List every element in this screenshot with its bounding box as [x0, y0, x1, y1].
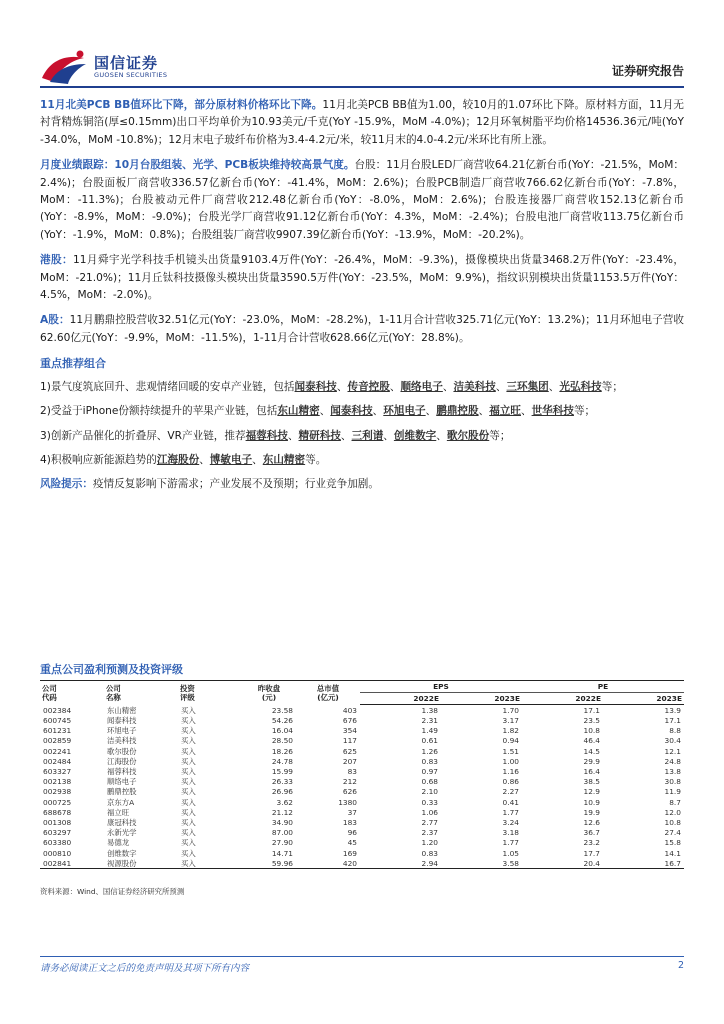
cell-eps-2023: 3.58 [441, 858, 522, 869]
cell-eps-2022: 0.68 [421, 777, 438, 787]
cell-rating: 买入 [181, 828, 196, 838]
cell-price: 16.04 [271, 726, 293, 736]
header-pe: PE [522, 681, 684, 693]
page-number: 2 [677, 960, 684, 971]
cell-mktcap: 83 [347, 767, 357, 777]
data-source-note: 资料来源：Wind、国信证券经济研究所预测 [40, 887, 185, 896]
cell-price: 26.96 [271, 787, 293, 797]
paragraph-lead: 港股： [40, 254, 74, 267]
paragraph-text: 台股：11月台股LED厂商营收64.21亿新台币(YoY：-21.5%，MoM：2.4%)；台股面板厂商营收336.57亿新台币(YoY：-41.4%，MoM：2.6%)；台股PCB制造厂商营收766.62亿新台币(YoY：-7.8%，MoM：-11.3%)；台股被动元件厂商营收212.48亿新台币(YoY：-8.0%，MoM：2.6%)；台股连接器厂商营收152.13亿新台币(YoY：-8.9%，MoM：-9.0%)；台股光学厂商营收91.12亿新台币(YoY：4.3%，MoM：-2.4%)；台股电池厂商营收113.75亿新台币(YoY：-1.9%，MoM：0.8%)；台股组装厂商营收9907.39亿新台币(YoY：-13.9%，MoM：-20.2%)。 [40, 159, 685, 241]
cell-pe-2022: 20.4 [522, 858, 603, 869]
cell-name: 创维数字 [107, 848, 137, 858]
cell-price: 18.26 [271, 746, 293, 756]
cell-price: 27.90 [271, 838, 293, 848]
portfolio-item-end: 等； [573, 405, 596, 418]
cell-pe-2023: 13.9 [664, 705, 681, 715]
cell-mktcap: 354 [342, 726, 357, 736]
table-row [40, 817, 684, 827]
cell-mktcap: 676 [342, 716, 357, 726]
paragraph-lead: A股： [40, 314, 70, 327]
cell-name: 江海股份 [107, 756, 137, 766]
cell-pe-2022: 36.7 [583, 828, 600, 838]
company-link[interactable]: 环旭电子 [383, 405, 426, 418]
cell-rating: 买入 [181, 838, 196, 848]
portfolio-item-intro: 2)受益于iPhone份额持续提升的苹果产业链，包括 [40, 405, 278, 418]
cell-eps-2023: 1.77 [502, 807, 519, 817]
table-row [40, 726, 684, 736]
cell-price: 59.96 [242, 858, 296, 869]
cell-pe-2023: 11.9 [664, 787, 681, 797]
cell-eps-2023: 1.70 [502, 705, 519, 715]
cell-price: 24.78 [271, 756, 293, 766]
cell-eps-2022: 1.06 [421, 807, 438, 817]
table-row [40, 756, 684, 766]
risk-label: 风险提示： [40, 478, 93, 491]
cell-mktcap: 169 [342, 848, 357, 858]
paragraph-lead: 月度业绩跟踪：10月台股组装、光学、PCB板块维持较高景气度。 [40, 159, 355, 172]
cell-eps-2023: 1.00 [502, 756, 519, 766]
cell-mktcap: 37 [347, 807, 357, 817]
cell-rating: 买入 [181, 705, 196, 715]
cell-eps-2023: 0.41 [502, 797, 519, 807]
cell-eps-2022: 0.83 [421, 756, 438, 766]
cell-eps-2022: 0.83 [421, 848, 438, 858]
cell-mktcap: 117 [342, 736, 357, 746]
cell-name: 东山精密 [107, 705, 137, 715]
company-link[interactable]: 三环集团 [506, 380, 549, 393]
table-row [40, 746, 684, 756]
cell-code: 603297 [43, 828, 72, 838]
company-link[interactable]: 福立旺 [489, 405, 521, 418]
cell-pe-2023: 16.7 [603, 858, 684, 869]
cell-name: 环旭电子 [107, 726, 137, 736]
cell-eps-2022: 1.26 [421, 746, 438, 756]
table-row [40, 736, 684, 746]
cell-code: 002384 [43, 705, 72, 715]
report-body [40, 97, 684, 502]
cell-rating: 买入 [181, 726, 196, 736]
cell-code: 002241 [43, 746, 72, 756]
footer-disclaimer: 请务必阅读正文之后的免责声明及其项下所有内容 [40, 963, 250, 974]
paragraph-text: 11月北美PCB BB值为1.00，较10月的1.07环比下降。原材料方面，11月无衬背精炼铜箔(厚≤0.15mm)出口平均单价为10.93美元/千克(YoY -15.9%，MoM -4.0%)；12月环氧树脂平均价格14536.36元/吨(YoY -34.0%，MoM -10.8%)；12月末电子玻纤布价格为3.4-4.2元/米，较11月末的4.0-4.2元/米环比有所上涨。 [40, 99, 684, 146]
cell-rating: 买入 [181, 736, 196, 746]
table-row [40, 716, 684, 726]
company-link[interactable]: 东山精密 [262, 453, 306, 466]
cell-code: 000810 [43, 848, 72, 858]
cell-mktcap: 420 [296, 858, 360, 869]
company-link[interactable]: 江海股份 [156, 453, 200, 466]
cell-eps-2023: 1.16 [502, 767, 519, 777]
cell-pe-2022: 29.9 [583, 756, 600, 766]
cell-pe-2023: 13.8 [664, 767, 681, 777]
cell-eps-2022: 2.37 [421, 828, 438, 838]
cell-code: 002484 [43, 756, 72, 766]
cell-eps-2022: 1.38 [421, 705, 438, 715]
cell-code: 002841 [40, 858, 104, 869]
cell-eps-2023: 0.86 [502, 777, 519, 787]
cell-eps-2022: 0.97 [421, 767, 438, 777]
cell-pe-2023: 15.8 [664, 838, 681, 848]
cell-price: 54.26 [271, 716, 293, 726]
portfolio-item: 1)景气度筑底回升、悲观情绪回暖的安卓产业链，包括闻泰科技、传音控股、顺络电子、洁美科技、三环集团、光弘科技等； [40, 380, 623, 393]
company-link[interactable]: 闻泰科技 [294, 380, 337, 393]
cell-price: 28.50 [271, 736, 293, 746]
table-row [40, 787, 684, 797]
cell-code: 000725 [43, 797, 72, 807]
guosen-logo-icon [40, 48, 90, 86]
cell-pe-2022: 10.8 [583, 726, 600, 736]
portfolio-title: 重点推荐组合 [40, 357, 106, 371]
company-link[interactable]: 创维数字 [393, 429, 437, 442]
cell-eps-2023: 1.05 [502, 848, 519, 858]
cell-price: 87.00 [271, 828, 293, 838]
cell-eps-2022: 1.20 [421, 838, 438, 848]
cell-pe-2023: 30.8 [664, 777, 681, 787]
cell-eps-2023: 3.17 [502, 716, 519, 726]
cell-price: 34.90 [271, 817, 293, 827]
page-header [40, 48, 684, 86]
cell-pe-2022: 14.5 [583, 746, 600, 756]
cell-eps-2022: 0.33 [421, 797, 438, 807]
table-body [40, 705, 684, 869]
portfolio-item-intro: 1)景气度筑底回升、悲观情绪回暖的安卓产业链，包括 [40, 380, 295, 393]
header-mktcap: 总市值 (亿元) [296, 681, 360, 705]
paragraph-text: 11月舜宇光学科技手机镜头出货量9103.4万件(YoY：-26.4%，MoM：-9.3%)，摄像模块出货量3468.2万件(YoY：-23.4%，MoM：-21.0%)；11月丘钛科技摄像头模块出货量3590.5万件(YoY：-23.5%，MoM：9.9%)，指纹识别模块出货量1153.5万件(YoY：4.5%，MoM：-2.0%)。 [40, 254, 685, 302]
cell-name: 洁美科技 [107, 736, 137, 746]
cell-name: 顺络电子 [107, 777, 137, 787]
cell-eps-2023: 3.18 [502, 828, 519, 838]
header-eps-2022: 2022E [360, 693, 441, 705]
portfolio-item: 4)积极响应新能源趋势的江海股份、博敏电子、东山精密等。 [40, 453, 327, 466]
header-code: 公司 代码 [40, 681, 104, 705]
cell-pe-2022: 17.7 [583, 848, 600, 858]
company-link[interactable]: 三利谱 [351, 429, 384, 442]
company-link[interactable]: 光弘科技 [559, 380, 602, 393]
cell-mktcap: 626 [342, 787, 357, 797]
paragraph-pcb [40, 97, 684, 149]
cell-name: 福蓉科技 [107, 767, 137, 777]
cell-price: 14.71 [271, 848, 293, 858]
cell-code: 002138 [43, 777, 72, 787]
cell-name: 鹏鼎控股 [107, 787, 137, 797]
cell-rating: 买入 [181, 817, 196, 827]
cell-price: 15.99 [271, 767, 293, 777]
cell-eps-2023: 2.27 [502, 787, 519, 797]
cell-pe-2022: 38.5 [583, 777, 600, 787]
header-pe-2022: 2022E [522, 693, 603, 705]
company-link[interactable]: 顺络电子 [400, 380, 443, 393]
cell-mktcap: 1380 [338, 797, 357, 807]
cell-name: 康冠科技 [107, 817, 137, 827]
cell-pe-2023: 27.4 [664, 828, 681, 838]
cell-rating: 买入 [178, 858, 242, 869]
cell-name: 视源股份 [104, 858, 178, 869]
footer-divider [40, 956, 684, 957]
cell-rating: 买入 [181, 716, 196, 726]
company-link[interactable]: 传音控股 [347, 380, 390, 393]
company-link[interactable]: 东山精密 [277, 405, 320, 418]
table-row [40, 705, 684, 716]
header-price: 昨收盘 (元) [242, 681, 296, 705]
cell-pe-2023: 8.7 [669, 797, 681, 807]
portfolio-item-end: 等。 [305, 453, 327, 466]
cell-eps-2023: 0.94 [502, 736, 519, 746]
cell-code: 603380 [43, 838, 72, 848]
cell-name: 闻泰科技 [107, 716, 137, 726]
forecast-table-wrap [40, 680, 684, 869]
cell-eps-2023: 1.51 [502, 746, 519, 756]
company-link[interactable]: 鹏鼎控股 [436, 405, 479, 418]
paragraph-hk-stocks [40, 252, 684, 304]
cell-pe-2022: 16.4 [583, 767, 600, 777]
header-rating: 投资 评级 [178, 681, 242, 705]
cell-code: 600745 [43, 716, 72, 726]
cell-price: 21.12 [271, 807, 293, 817]
paragraph-lead: 11月北美PCB BB值环比下降，部分原材料价格环比下降。 [40, 99, 323, 111]
portfolio-item-intro: 4)积极响应新能源趋势的 [40, 453, 157, 466]
portfolio-item-intro: 3)创新产品催化的折叠屏、VR产业链，推荐 [40, 429, 246, 442]
table-row [40, 828, 684, 838]
cell-rating: 买入 [181, 777, 196, 787]
header-eps-2023: 2023E [441, 693, 522, 705]
cell-name: 福立旺 [107, 807, 130, 817]
cell-pe-2022: 12.9 [583, 787, 600, 797]
cell-pe-2022: 17.1 [583, 705, 600, 715]
table-row [40, 777, 684, 787]
cell-mktcap: 183 [342, 817, 357, 827]
company-link[interactable]: 福蓉科技 [245, 429, 288, 442]
portfolio-item: 2)受益于iPhone份额持续提升的苹果产业链，包括东山精密、闻泰科技、环旭电子、鹏鼎控股、福立旺、世华科技等； [40, 405, 596, 418]
risk-text: 疫情反复影响下游需求；产业发展不及预期；行业竞争加剧。 [92, 478, 379, 491]
paragraph-a-shares [40, 312, 684, 347]
company-link[interactable]: 精研科技 [298, 429, 341, 442]
cell-pe-2023: 17.1 [664, 716, 681, 726]
logo-chinese-name: 国信证券 [94, 54, 159, 72]
header-pe-2023: 2023E [603, 693, 684, 705]
cell-eps-2023: 3.24 [502, 817, 519, 827]
cell-mktcap: 96 [347, 828, 357, 838]
cell-code: 002859 [43, 736, 72, 746]
guosen-logo [40, 48, 190, 86]
cell-mktcap: 625 [342, 746, 357, 756]
cell-mktcap: 212 [342, 777, 357, 787]
cell-eps-2022: 2.31 [421, 716, 438, 726]
portfolio-item: 3)创新产品催化的折叠屏、VR产业链，推荐福蓉科技、精研科技、三利谱、创维数字、歌尔股份等； [40, 429, 511, 442]
forecast-table [40, 680, 684, 869]
cell-pe-2023: 12.0 [664, 807, 681, 817]
cell-name: 易德龙 [107, 838, 130, 848]
cell-pe-2022: 10.9 [583, 797, 600, 807]
cell-pe-2023: 10.8 [664, 817, 681, 827]
cell-code: 601231 [43, 726, 72, 736]
cell-pe-2023: 14.1 [664, 848, 681, 858]
cell-code: 603327 [43, 767, 72, 777]
company-link[interactable]: 世华科技 [531, 405, 574, 418]
cell-eps-2022: 2.10 [421, 787, 438, 797]
cell-pe-2022: 12.6 [583, 817, 600, 827]
cell-pe-2022: 23.2 [583, 838, 600, 848]
cell-price: 26.33 [271, 777, 293, 787]
cell-code: 001308 [43, 817, 72, 827]
cell-pe-2023: 8.8 [669, 726, 681, 736]
table-title: 重点公司盈利预测及投资评级 [40, 663, 183, 676]
cell-price: 3.62 [276, 797, 293, 807]
cell-rating: 买入 [181, 848, 196, 858]
cell-eps-2022: 1.49 [421, 726, 438, 736]
cell-rating: 买入 [181, 787, 196, 797]
table-row [40, 848, 684, 858]
table-row [40, 858, 684, 869]
table-row [40, 797, 684, 807]
cell-pe-2023: 24.8 [664, 756, 681, 766]
header-eps: EPS [360, 681, 522, 693]
portfolio-item-end: 等； [489, 429, 511, 442]
portfolio-item-end: 等； [601, 380, 623, 393]
company-link[interactable]: 歌尔股份 [446, 429, 490, 442]
cell-rating: 买入 [181, 797, 196, 807]
paragraph-text: 11月鹏鼎控股营收32.51亿元(YoY：-23.0%，MoM：-28.2%)，1-11月合计营收325.71亿元(YoY：13.2%)；11月环旭电子营收62.60亿元(YoY：-9.9%，MoM：-11.5%)，1-11月合计营收628.66亿元(YoY：28.8%)。 [40, 314, 685, 344]
cell-price: 23.58 [271, 705, 293, 715]
cell-eps-2023: 1.77 [502, 838, 519, 848]
cell-pe-2023: 12.1 [664, 746, 681, 756]
cell-name: 京东方A [107, 797, 135, 807]
table-row [40, 838, 684, 848]
table-row [40, 767, 684, 777]
header-divider [40, 86, 684, 88]
document-type-label: 证券研究报告 [611, 64, 684, 78]
cell-code: 002938 [43, 787, 72, 797]
cell-pe-2022: 46.4 [583, 736, 600, 746]
company-link[interactable]: 闻泰科技 [330, 405, 373, 418]
paragraph-monthly-tracking [40, 157, 684, 244]
cell-code: 688678 [43, 807, 72, 817]
cell-eps-2022: 2.94 [360, 858, 441, 869]
cell-rating: 买入 [181, 807, 196, 817]
cell-eps-2022: 0.61 [421, 736, 438, 746]
cell-rating: 买入 [181, 756, 196, 766]
header-name: 公司 名称 [104, 681, 178, 705]
cell-rating: 买入 [181, 746, 196, 756]
cell-pe-2022: 23.5 [583, 716, 600, 726]
risk-warning [40, 476, 684, 493]
logo-english-name: GUOSEN SECURITIES [94, 71, 168, 79]
cell-eps-2022: 2.77 [421, 817, 438, 827]
cell-rating: 买入 [181, 767, 196, 777]
cell-eps-2023: 1.82 [502, 726, 519, 736]
cell-mktcap: 45 [347, 838, 357, 848]
cell-mktcap: 403 [342, 705, 357, 715]
cell-name: 永新光学 [107, 828, 137, 838]
table-row [40, 807, 684, 817]
cell-mktcap: 207 [342, 756, 357, 766]
company-link[interactable]: 洁美科技 [453, 380, 496, 393]
company-link[interactable]: 博敏电子 [209, 453, 253, 466]
cell-pe-2022: 19.9 [583, 807, 600, 817]
cell-pe-2023: 30.4 [664, 736, 681, 746]
cell-name: 歌尔股份 [107, 746, 137, 756]
